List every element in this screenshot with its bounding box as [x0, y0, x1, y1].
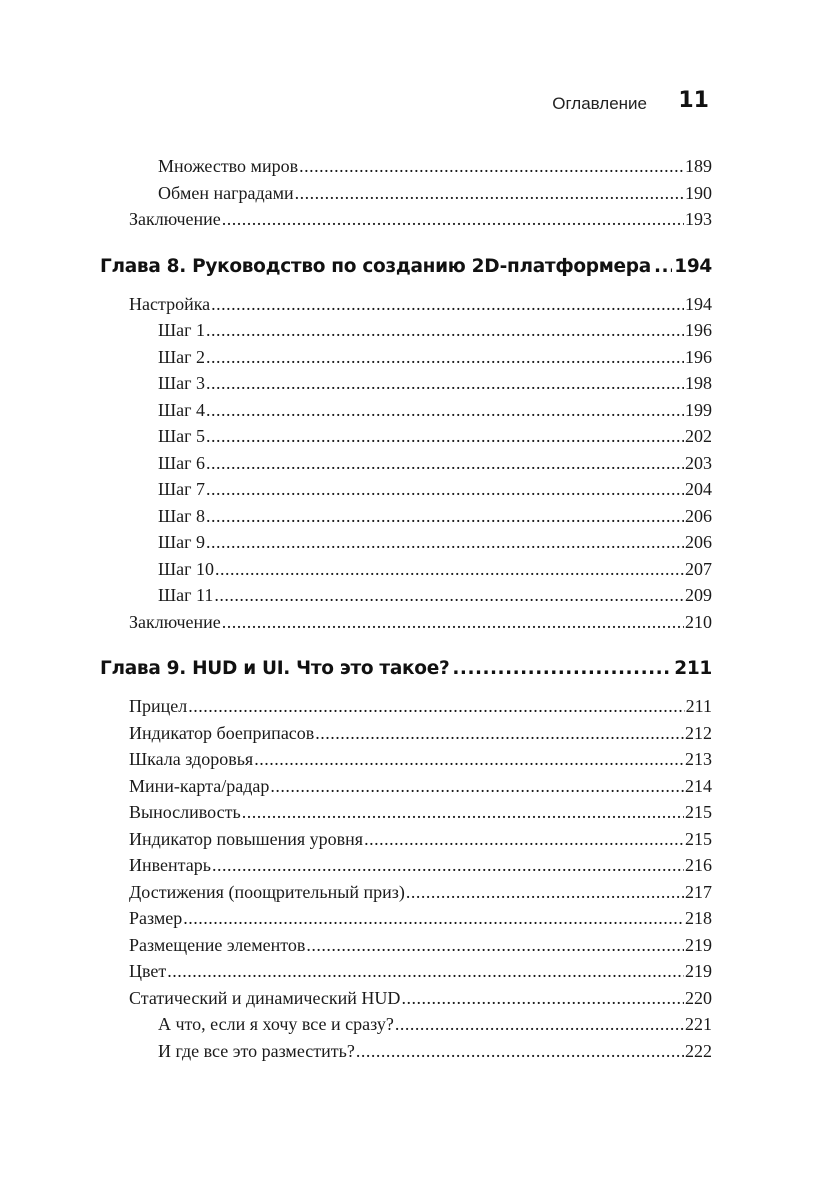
chapter-heading-8[interactable] [100, 247, 712, 287]
toc-entry-page: 199 [685, 399, 712, 420]
toc-entry[interactable] [100, 423, 712, 450]
toc-entry[interactable] [100, 317, 712, 344]
toc-entry[interactable] [100, 879, 712, 906]
toc-entry-title: Заключение [129, 611, 221, 632]
dot-leader [254, 746, 684, 773]
toc-entry-page: 219 [685, 934, 712, 955]
dot-leader [206, 370, 684, 397]
toc-entry-title: И где все это разместить? [158, 1040, 355, 1061]
toc-entry-page: 196 [685, 320, 712, 340]
toc-entry-page: 196 [685, 346, 712, 367]
toc-entry[interactable] [100, 1011, 712, 1038]
toc-entry-title: Шаг 6 [158, 452, 206, 473]
toc-entry-page: 211 [685, 696, 712, 716]
dot-leader [364, 826, 684, 853]
toc-entry[interactable] [100, 720, 712, 747]
toc-entry-title: Шаг 11 [158, 585, 214, 605]
toc-entry[interactable] [100, 985, 712, 1012]
dot-leader [406, 879, 684, 906]
dot-leader [214, 582, 684, 609]
toc-entry-title: Шаг 4 [158, 399, 206, 420]
toc-entry-title: Заключение [129, 209, 221, 229]
dot-leader [295, 180, 684, 207]
toc-entry-page: 198 [685, 373, 712, 393]
dot-leader [206, 423, 684, 450]
toc-entry[interactable] [100, 450, 712, 477]
dot-leader [222, 609, 684, 636]
dot-leader [395, 1011, 684, 1038]
toc-entry-title: Размер [129, 908, 183, 928]
toc-entry[interactable] [100, 693, 712, 720]
toc-entry[interactable] [100, 958, 712, 985]
toc-entry-title: Размещение элементов [129, 934, 306, 955]
toc-entry-title: Прицел [129, 696, 188, 716]
dot-leader [222, 206, 684, 233]
toc-entry-page: 217 [685, 881, 712, 902]
toc-entry-page: 210 [685, 611, 712, 632]
chapter-title: Глава 9. HUD и UI. Что это такое? [100, 658, 450, 679]
toc-entry[interactable] [100, 291, 712, 318]
toc-entry-page: 214 [685, 775, 712, 796]
toc-entry-title: Шаг 8 [158, 505, 206, 526]
dot-leader [401, 985, 684, 1012]
toc-entry[interactable] [100, 746, 712, 773]
toc-entry[interactable] [100, 905, 712, 932]
dot-leader [212, 852, 684, 879]
dot-leader [206, 503, 684, 530]
chapter-page: 194 [674, 255, 712, 277]
toc-entry-page: 212 [685, 722, 712, 743]
toc-entry[interactable] [100, 773, 712, 800]
dot-leader [206, 317, 684, 344]
toc-entry-page: 189 [685, 156, 712, 176]
table-of-contents [100, 153, 712, 1064]
toc-entry-title: А что, если я хочу все и сразу? [158, 1014, 394, 1034]
toc-entry[interactable] [100, 153, 712, 180]
toc-entry-title: Настройка [129, 293, 211, 314]
dot-leader [167, 958, 684, 985]
chapter-8-entries [100, 291, 712, 636]
toc-entry-page: 215 [685, 802, 712, 822]
toc-entry-page: 221 [685, 1014, 712, 1034]
toc-entry-title: Шаг 5 [158, 426, 206, 446]
dot-leader [206, 450, 684, 477]
chapter-9-entries [100, 693, 712, 1064]
toc-entry-title: Множество миров [158, 156, 299, 176]
page-header [0, 88, 817, 118]
dot-leader [452, 649, 672, 689]
toc-entry-title: Шаг 10 [158, 558, 215, 579]
toc-entry-title: Шаг 1 [158, 320, 206, 340]
dot-leader [654, 247, 672, 287]
dot-leader [215, 556, 684, 583]
toc-entry[interactable] [100, 1038, 712, 1065]
toc-entry[interactable] [100, 529, 712, 556]
toc-entry[interactable] [100, 799, 712, 826]
page-number: 11 [678, 88, 709, 113]
dot-leader [299, 153, 684, 180]
toc-section-top [100, 153, 712, 233]
dot-leader [315, 720, 684, 747]
toc-entry-page: 213 [685, 749, 712, 769]
dot-leader [242, 799, 684, 826]
dot-leader [188, 693, 684, 720]
dot-leader [211, 291, 684, 318]
dot-leader [270, 773, 684, 800]
toc-entry-page: 193 [685, 209, 712, 229]
toc-entry-page: 206 [685, 532, 712, 552]
toc-entry-page: 209 [685, 585, 712, 605]
dot-leader [183, 905, 684, 932]
dot-leader [206, 397, 684, 424]
toc-entry[interactable] [100, 503, 712, 530]
toc-entry-title: Мини-карта/радар [129, 775, 270, 796]
toc-entry-title: Шаг 3 [158, 373, 206, 393]
toc-entry[interactable] [100, 476, 712, 503]
dot-leader [206, 344, 684, 371]
toc-entry[interactable] [100, 206, 712, 233]
toc-entry[interactable] [100, 344, 712, 371]
toc-entry-page: 222 [685, 1040, 712, 1061]
toc-entry-title: Индикатор боеприпасов [129, 722, 315, 743]
chapter-title: Глава 8. Руководство по созданию 2D-платформера [100, 255, 651, 277]
chapter-heading-9[interactable] [100, 649, 712, 689]
toc-entry-title: Статический и динамический HUD [129, 987, 401, 1008]
toc-entry-title: Шаг 7 [158, 479, 206, 499]
toc-entry-title: Достижения (поощрительный приз) [129, 881, 405, 902]
toc-entry-page: 216 [685, 855, 712, 875]
dot-leader [306, 932, 684, 959]
toc-entry[interactable] [100, 852, 712, 879]
toc-entry[interactable] [100, 556, 712, 583]
toc-entry-page: 207 [685, 558, 712, 579]
toc-entry-page: 218 [685, 908, 712, 928]
toc-entry-page: 215 [685, 828, 712, 849]
toc-entry-page: 220 [685, 987, 712, 1008]
running-title: Оглавление [552, 94, 647, 113]
toc-entry-title: Шаг 9 [158, 532, 206, 552]
toc-entry[interactable] [100, 582, 712, 609]
toc-entry-title: Выносливость [129, 802, 241, 822]
toc-entry-title: Шаг 2 [158, 346, 206, 367]
chapter-page: 211 [674, 658, 712, 679]
toc-entry[interactable] [100, 370, 712, 397]
toc-entry-page: 219 [685, 961, 712, 981]
dot-leader [356, 1038, 684, 1065]
toc-entry-title: Индикатор повышения уровня [129, 828, 364, 849]
toc-entry-page: 206 [685, 505, 712, 526]
toc-entry-page: 204 [685, 479, 712, 499]
toc-entry-title: Инвентарь [129, 855, 211, 875]
toc-entry-page: 194 [685, 293, 712, 314]
toc-entry-page: 190 [685, 182, 712, 203]
toc-entry-title: Обмен наградами [158, 182, 294, 203]
toc-entry[interactable] [100, 826, 712, 853]
toc-entry-page: 202 [685, 426, 712, 446]
dot-leader [206, 529, 684, 556]
toc-entry[interactable] [100, 180, 712, 207]
toc-entry-title: Шкала здоровья [129, 749, 254, 769]
dot-leader [206, 476, 684, 503]
toc-entry-title: Цвет [129, 961, 167, 981]
toc-entry[interactable] [100, 397, 712, 424]
toc-entry[interactable] [100, 609, 712, 636]
toc-entry[interactable] [100, 932, 712, 959]
toc-entry-page: 203 [685, 452, 712, 473]
